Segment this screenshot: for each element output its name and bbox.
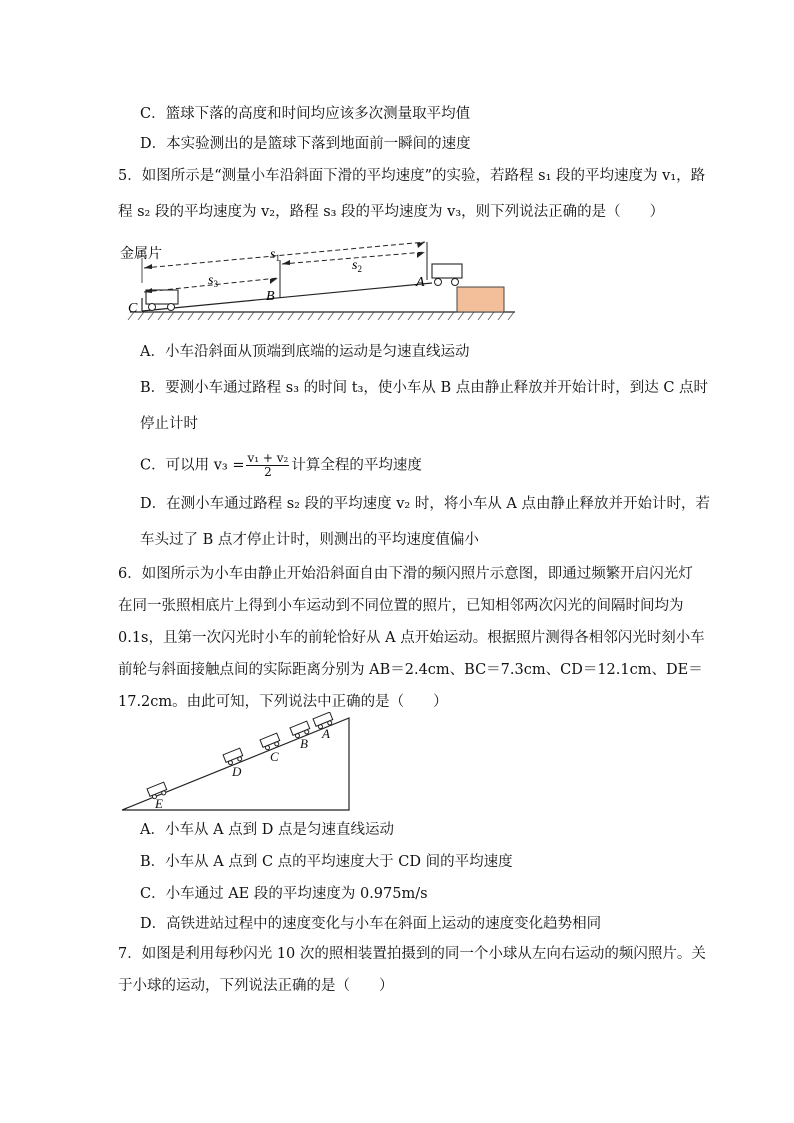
label-a6: A xyxy=(322,726,330,741)
q4-option-c: C．篮球下落的高度和时间均应该多次测量取平均值 xyxy=(140,106,471,122)
q7-stem-line1: 7．如图是利用每秒闪光 10 次的照相装置拍摄到的同一个小球从左向右运动的频闪照片。关 xyxy=(118,946,706,962)
cart-bottom xyxy=(146,290,178,311)
q6-stem-line4: 前轮与斜面接触点间的实际距离分别为 AB＝2.4cm、BC＝7.3cm、CD＝12.1cm、DE＝ xyxy=(118,662,703,678)
q5-option-c-prefix: C．可以用 v₃ = xyxy=(140,457,245,474)
q5-option-d-line2: 车头过了 B 点才停止计时，则测出的平均速度值偏小 xyxy=(140,532,479,548)
label-d: D xyxy=(232,764,242,779)
label-s3: $s_3$ xyxy=(208,273,218,289)
q6-stem-line2: 在同一张照相底片上得到小车运动到不同位置的照片，已知相邻两次闪光的间隔时间均为 xyxy=(118,598,684,614)
q5-stem-line2: 程 s₂ 段的平均速度为 v₂，路程 s₃ 段的平均速度为 v₃，则下列说法正确的是（ ） xyxy=(118,204,665,220)
cart-top xyxy=(432,264,462,286)
q6-option-c: C．小车通过 AE 段的平均速度为 0.975m/s xyxy=(140,886,428,902)
fraction-denominator: 2 xyxy=(264,465,272,479)
q6-option-b: B．小车从 A 点到 C 点的平均速度大于 CD 间的平均速度 xyxy=(140,854,513,870)
fraction-numerator: v₁ + v₂ xyxy=(247,451,289,465)
q5-option-d-line1: D．在测小车通过路程 s₂ 段的平均速度 v₂ 时，将小车从 A 点由静止释放并开始计时，若 xyxy=(140,496,711,512)
q7-stem-line2: 于小球的运动，下列说法正确的是（ ） xyxy=(118,978,394,994)
support-block xyxy=(457,287,504,312)
q6-incline-figure xyxy=(118,712,358,814)
label-c6: C xyxy=(270,749,279,764)
q5-option-b-line1: B．要测小车通过路程 s₃ 的时间 t₃，使小车从 B 点由静止释放并开始计时，到达 C 点时 xyxy=(140,380,709,396)
q5-option-c-suffix: 计算全程的平均速度 xyxy=(291,457,422,474)
q5-option-b-line2: 停止计时 xyxy=(140,416,198,432)
label-b: B xyxy=(266,289,275,304)
q6-stem-line5: 17.2cm。由此可知，下列说法中正确的是（ ） xyxy=(118,694,448,710)
q6-option-a: A．小车从 A 点到 D 点是匀速直线运动 xyxy=(140,822,395,838)
label-s1: $s_1$ xyxy=(270,247,280,263)
q5-slope-figure xyxy=(120,238,520,328)
label-s2: $s_2$ xyxy=(352,258,362,274)
label-e: E xyxy=(155,796,163,811)
q6-stem-line1: 6．如图所示为小车由静止开始沿斜面自由下滑的频闪照片示意图，即通过频繁开启闪光灯 xyxy=(118,566,693,582)
label-metal: 金属片 xyxy=(120,247,162,262)
label-a: A xyxy=(416,275,425,290)
q6-stem-line3: 0.1s，且第一次闪光时小车的前轮恰好从 A 点开始运动。根据照片测得各相邻闪光时刻小车 xyxy=(118,630,705,646)
q6-option-d: D．高铁进站过程中的速度变化与小车在斜面上运动的速度变化趋势相同 xyxy=(140,916,602,932)
velocity-fraction xyxy=(246,452,289,479)
q4-option-d: D．本实验测出的是篮球下落到地面前一瞬间的速度 xyxy=(140,136,471,152)
q5-option-c xyxy=(140,452,422,479)
q5-option-a: A．小车沿斜面从顶端到底端的运动是匀速直线运动 xyxy=(140,344,470,360)
label-b6: B xyxy=(300,736,308,751)
q5-stem-line1: 5．如图所示是“测量小车沿斜面下滑的平均速度”的实验，若路程 s₁ 段的平均速度为 v₁，路 xyxy=(118,168,706,184)
label-c: C xyxy=(128,301,138,316)
